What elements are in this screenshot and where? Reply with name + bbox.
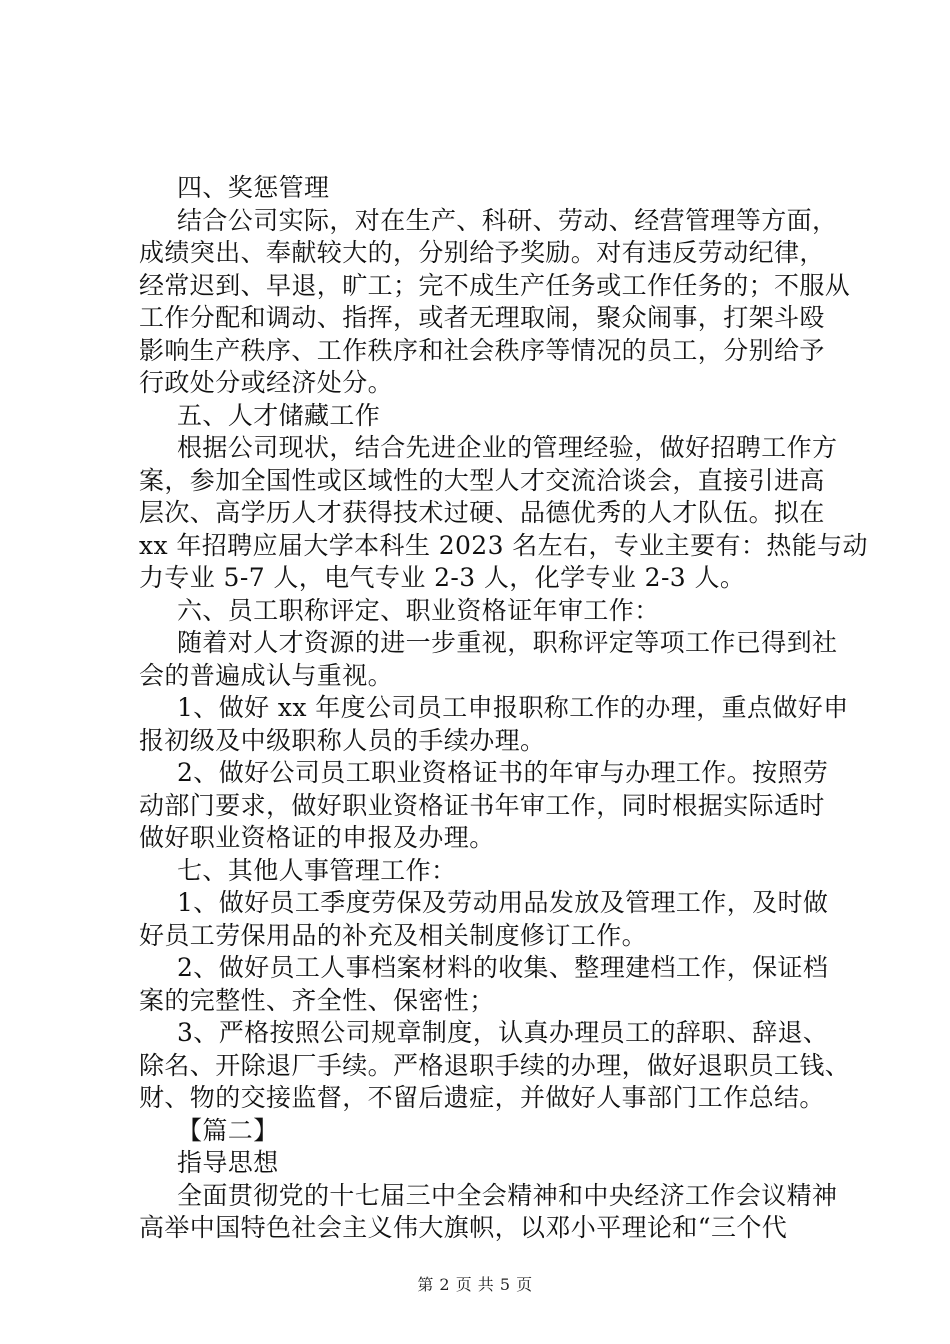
text-line: xx 年招聘应届大学本科生 2023 名左右，专业主要有：热能与动 <box>139 530 868 560</box>
text-line: 五、人才储藏工作 <box>177 400 381 430</box>
document-body <box>139 172 868 1245</box>
text-line: 影响生产秩序、工作秩序和社会秩序等情况的员工，分别给予 <box>139 335 825 365</box>
text-line: 随着对人才资源的进一步重视，职称评定等项工作已得到社 <box>177 628 838 657</box>
text-line: 根据公司现状，结合先进企业的管理经验，做好招聘工作方 <box>177 433 838 462</box>
text-line: 指导思想 <box>177 1148 279 1177</box>
text-line: 工作分配和调动、指挥，或者无理取闹，聚众闹事，打架斗殴 <box>139 303 825 332</box>
text-line: 【篇二】 <box>177 1115 279 1145</box>
text-line: 2、做好员工人事档案材料的收集、整理建档工作，保证档 <box>177 953 829 982</box>
text-line: 结合公司实际，对在生产、科研、劳动、经营管理等方面， <box>177 205 838 235</box>
text-line: 行政处分或经济处分。 <box>139 368 394 397</box>
text-line: 成绩突出、奉献较大的，分别给予奖励。对有违反劳动纪律， <box>139 238 825 267</box>
text-line: 层次、高学历人才获得技术过硬、品德优秀的人才队伍。拟在 <box>139 498 825 527</box>
text-line: 1、做好员工季度劳保及劳动用品发放及管理工作，及时做 <box>177 888 829 917</box>
text-line: 会的普遍成认与重视。 <box>139 660 394 690</box>
text-line: 高举中国特色社会主义伟大旗帜，以邓小平理论和“三个代 <box>139 1213 788 1242</box>
text-line: 力专业 5-7 人，电气专业 2-3 人，化学专业 2-3 人。 <box>139 563 746 592</box>
text-line: 六、员工职称评定、职业资格证年审工作： <box>177 595 660 625</box>
text-line: 1、做好 xx 年度公司员工申报职称工作的办理，重点做好申 <box>177 693 849 722</box>
text-line: 财、物的交接监督，不留后遗症，并做好人事部门工作总结。 <box>139 1083 825 1112</box>
text-line: 七、其他人事管理工作： <box>177 855 457 885</box>
text-line: 3、严格按照公司规章制度，认真办理员工的辞职、辞退、 <box>177 1018 829 1047</box>
text-line: 四、奖惩管理 <box>177 173 330 202</box>
text-line: 做好职业资格证的申报及办理。 <box>139 823 495 852</box>
text-line: 报初级及中级职称人员的手续办理。 <box>139 725 546 755</box>
text-line: 全面贯彻党的十七届三中全会精神和中央经济工作会议精神 <box>177 1180 838 1210</box>
text-line: 案的完整性、齐全性、保密性； <box>139 985 495 1015</box>
text-line: 好员工劳保用品的补充及相关制度修订工作。 <box>139 920 648 950</box>
text-line: 动部门要求，做好职业资格证书年审工作，同时根据实际适时 <box>139 790 825 820</box>
text-line: 经常迟到、早退，旷工；完不成生产任务或工作任务的；不服从 <box>139 270 851 300</box>
text-line: 除名、开除退厂手续。严格退职手续的办理，做好退职员工钱、 <box>139 1050 851 1080</box>
text-line: 案，参加全国性或区域性的大型人才交流洽谈会，直接引进高 <box>139 465 825 495</box>
text-line: 2、做好公司员工职业资格证书的年审与办理工作。按照劳 <box>177 758 829 787</box>
page-footer: 第 2 页 共 5 页 <box>417 1275 533 1294</box>
